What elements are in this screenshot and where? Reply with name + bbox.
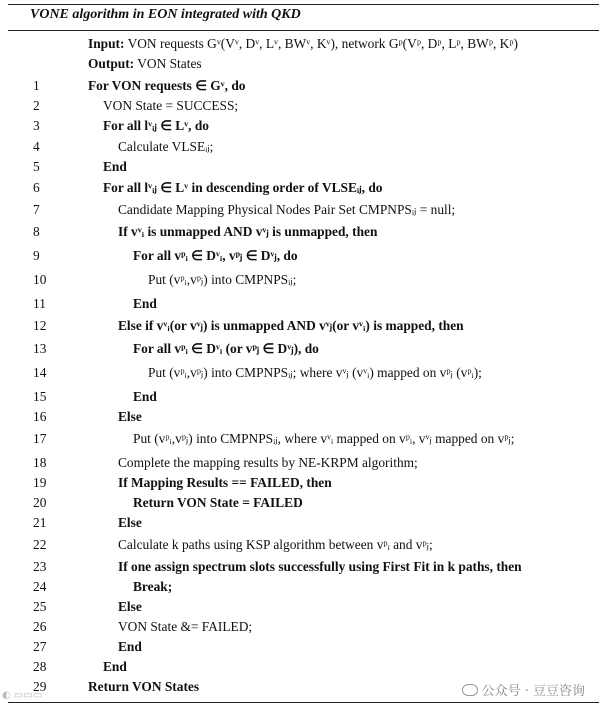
- algorithm-line: [0, 599, 607, 621]
- line-code: End: [118, 639, 142, 654]
- line-number: 22: [33, 537, 47, 552]
- line-code: Put (vᵖᵢ,vᵖⱼ) into CMPNPSᵢⱼ; where vᵛⱼ (vᵛᵢ) mapped on vᵖⱼ (vᵖᵢ);: [148, 365, 482, 380]
- line-code: End: [133, 296, 157, 311]
- watermark-text: 公众号 · 豆豆咨询: [481, 684, 585, 699]
- line-code: Return VON State = FAILED: [133, 495, 303, 510]
- line-code: Return VON States: [88, 679, 200, 694]
- algorithm-line: [0, 248, 607, 270]
- line-number: 18: [33, 455, 47, 470]
- line-number: 19: [33, 475, 47, 490]
- line-number: 21: [33, 515, 47, 530]
- corner-watermark: ◐ ▭▭▭: [2, 690, 43, 701]
- wechat-watermark: [462, 680, 585, 699]
- algorithm-line: [0, 455, 607, 477]
- line-number: 23: [33, 559, 47, 574]
- line-number: 10: [33, 272, 47, 287]
- algorithm-line: [0, 495, 607, 517]
- algorithm-line: [0, 639, 607, 661]
- line-code: Else: [118, 599, 142, 614]
- line-code: For all vᵖᵢ ∈ Dᵛᵢ (or vᵖⱼ ∈ Dᵛⱼ), do: [133, 341, 319, 356]
- algorithm-line: [0, 98, 607, 120]
- algorithm-line: [0, 139, 607, 161]
- algorithm-line: [0, 180, 607, 202]
- algorithm-line: [0, 202, 607, 224]
- line-code: VON State &= FAILED;: [118, 619, 253, 634]
- line-code: For all lᵛᵢⱼ ∈ Lᵛ, do: [103, 118, 209, 133]
- line-code: Else: [118, 409, 142, 424]
- line-code: Put (vᵖᵢ,vᵖⱼ) into CMPNPSᵢⱼ;: [148, 272, 297, 287]
- output-text: VON States: [137, 56, 202, 71]
- line-code: VON State = SUCCESS;: [103, 98, 239, 113]
- line-number: 4: [33, 139, 40, 154]
- algorithm-line: [0, 619, 607, 641]
- algorithm-line: [0, 431, 607, 453]
- line-number: 5: [33, 159, 40, 174]
- line-number: 1: [33, 78, 40, 93]
- wechat-icon: [462, 684, 478, 696]
- line-number: 7: [33, 202, 40, 217]
- line-number: 12: [33, 318, 47, 333]
- line-number: 16: [33, 409, 47, 424]
- line-code: Calculate VLSEᵢⱼ;: [118, 139, 214, 154]
- line-code: Calculate k paths using KSP algorithm between vᵖᵢ and vᵖⱼ;: [118, 537, 433, 552]
- algorithm-line: [0, 224, 607, 246]
- line-code: If one assign spectrum slots successfully using First Fit in k paths, then: [118, 559, 522, 574]
- bottom-rule: [8, 702, 599, 703]
- algorithm-line: [0, 341, 607, 363]
- line-number: 15: [33, 389, 47, 404]
- algorithm-line: [0, 118, 607, 140]
- algorithm-line: [0, 159, 607, 181]
- line-code: End: [103, 159, 127, 174]
- line-code: End: [133, 389, 157, 404]
- algorithm-line: [0, 579, 607, 601]
- input-keyword: Input:: [88, 36, 125, 51]
- line-number: 20: [33, 495, 47, 510]
- algorithm-line: [0, 559, 607, 581]
- line-code: For VON requests ∈ Gᵛ, do: [88, 78, 246, 93]
- line-code: For all vᵖᵢ ∈ Dᵛᵢ, vᵖⱼ ∈ Dᵛⱼ, do: [133, 248, 298, 263]
- line-code: Candidate Mapping Physical Nodes Pair Set CMPNPSᵢⱼ = null;: [118, 202, 456, 217]
- algorithm-line: [0, 409, 607, 431]
- line-number: 9: [33, 248, 40, 263]
- line-code: Break;: [133, 579, 173, 594]
- input-text: VON requests Gᵛ(Vᵛ, Dᵛ, Lᵛ, BWᵛ, Kᵛ), network Gᵖ(Vᵖ, Dᵖ, Lᵖ, BWᵖ, Kᵖ): [127, 36, 518, 51]
- output-keyword: Output:: [88, 56, 135, 71]
- line-number: 6: [33, 180, 40, 195]
- line-number: 13: [33, 341, 47, 356]
- algorithm-title: VONE algorithm in EON integrated with QKD: [30, 7, 301, 22]
- algorithm-line: [0, 296, 607, 318]
- algorithm-line: [0, 318, 607, 340]
- line-number: 8: [33, 224, 40, 239]
- output-line: [0, 56, 607, 78]
- line-number: 3: [33, 118, 40, 133]
- line-code: Complete the mapping results by NE-KRPM algorithm;: [118, 455, 418, 470]
- line-number: 2: [33, 98, 40, 113]
- algorithm-line: [0, 272, 607, 294]
- line-code: For all lᵛᵢⱼ ∈ Lᵛ in descending order of VLSEᵢⱼ, do: [103, 180, 383, 195]
- title-rule: [8, 30, 599, 31]
- line-number: 29: [33, 679, 47, 694]
- line-number: 26: [33, 619, 47, 634]
- input-line: [0, 36, 607, 58]
- algorithm-line: [0, 537, 607, 559]
- algorithm-line: [0, 659, 607, 681]
- line-code: If vᵛᵢ is unmapped AND vᵛⱼ is unmapped, then: [118, 224, 378, 239]
- line-code: End: [103, 659, 127, 674]
- algorithm-line: [0, 365, 607, 387]
- line-code: Else: [118, 515, 142, 530]
- algorithm-line: [0, 515, 607, 537]
- top-rule: [8, 4, 599, 5]
- line-number: 24: [33, 579, 47, 594]
- line-number: 14: [33, 365, 47, 380]
- algorithm-line: [0, 475, 607, 497]
- line-number: 11: [33, 296, 46, 311]
- line-number: 17: [33, 431, 47, 446]
- line-code: Put (vᵖᵢ,vᵖⱼ) into CMPNPSᵢⱼ, where vᵛᵢ mapped on vᵖᵢ, vᵛⱼ mapped on vᵖⱼ;: [133, 431, 515, 446]
- line-code: Else if vᵛᵢ(or vᵛⱼ) is unmapped AND vᵛⱼ(or vᵛᵢ) is mapped, then: [118, 318, 464, 333]
- line-number: 25: [33, 599, 47, 614]
- algorithm-line: [0, 389, 607, 411]
- algorithm-line: [0, 78, 607, 100]
- line-number: 28: [33, 659, 47, 674]
- line-code: If Mapping Results == FAILED, then: [118, 475, 332, 490]
- line-number: 27: [33, 639, 47, 654]
